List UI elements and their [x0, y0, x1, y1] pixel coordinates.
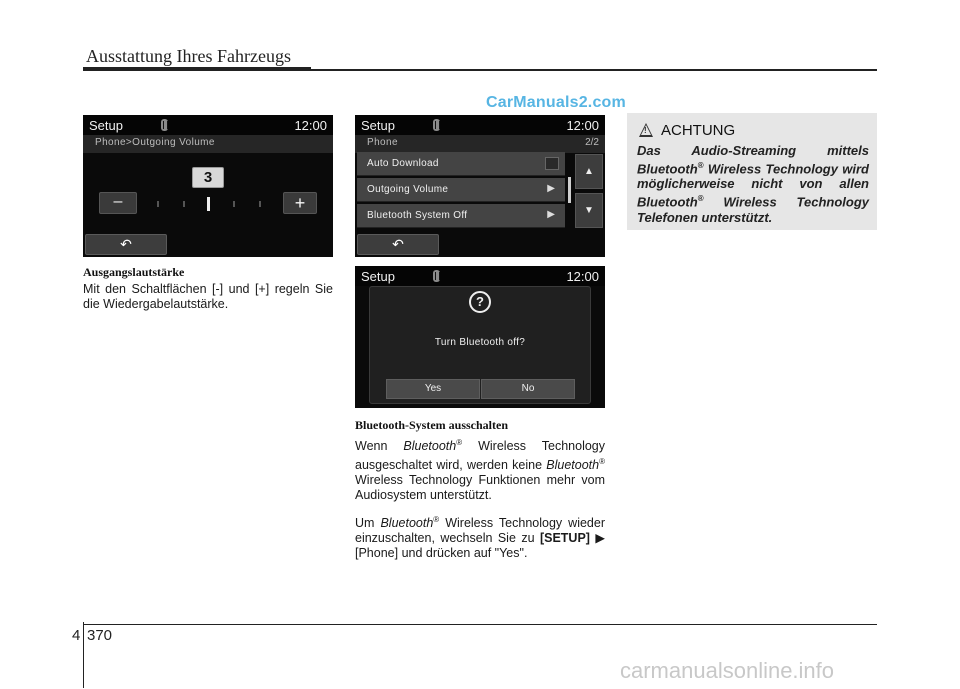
section-text-bluetooth-off-2 [355, 512, 605, 561]
auto-download-checkbox[interactable] [545, 157, 559, 170]
page-number: 370 [87, 627, 113, 644]
chevron-right-icon: ▶ [547, 209, 555, 220]
text: Um [355, 516, 375, 531]
chapter-number: 4 [72, 627, 81, 644]
yes-button[interactable]: Yes [386, 379, 480, 399]
page-header-title: Ausstattung Ihres Fahrzeugs [86, 46, 291, 66]
list-item-label: Outgoing Volume [367, 184, 449, 195]
text: Wireless Technology Funktionen mehr vom Audiosystem unterstützt. [355, 473, 605, 503]
text: [Phone] und drücken auf "Yes". [355, 546, 528, 561]
text: Wireless Technology Telefonen unterstützt. [637, 194, 869, 225]
chevron-right-icon: ▶ [547, 183, 555, 194]
section-heading-volume: Ausgangslautstärke [83, 265, 185, 279]
screen-bluetooth-off-dialog [355, 266, 605, 408]
screen-phone-settings [355, 115, 605, 257]
bluetooth-icon [433, 270, 440, 282]
screen-title: Setup [89, 118, 123, 133]
dialog-message: Turn Bluetooth off? [434, 337, 526, 348]
screen-clock: 12:00 [566, 269, 599, 284]
volume-plus-button[interactable]: + [283, 192, 317, 214]
volume-tick [157, 201, 159, 207]
screen-status-bar [83, 115, 333, 135]
registered-mark: ® [599, 457, 605, 467]
registered-mark: ® [456, 438, 463, 447]
back-button[interactable]: ↶ [85, 234, 167, 255]
screen-breadcrumb-bar [83, 135, 333, 153]
section-heading-bluetooth-off: Bluetooth-System ausschalten [355, 418, 509, 432]
text: Wenn [355, 439, 388, 454]
screen-outgoing-volume [83, 115, 333, 257]
list-item-auto-download[interactable] [357, 152, 565, 176]
text: Das Audio-Streaming mittels [637, 143, 869, 158]
screen-status-bar [355, 115, 605, 135]
footer-rule [83, 624, 877, 625]
section-text-bluetooth-off-1 [355, 435, 605, 503]
volume-tick [183, 201, 185, 207]
registered-mark: ® [697, 161, 704, 170]
volume-value-display: 3 [192, 167, 224, 188]
list-item-label: Bluetooth System Off [367, 210, 468, 221]
registered-mark: ® [697, 194, 704, 204]
scroll-up-button[interactable]: ▲ [575, 154, 603, 189]
caution-box [627, 113, 877, 230]
volume-tick [259, 201, 261, 207]
no-button[interactable]: No [481, 379, 575, 399]
section-text-volume: Mit den Schaltflächen [-] und [+] regeln Sie die Wiedergabelautstärke. [83, 282, 333, 311]
section-title: Phone [367, 137, 398, 148]
page-indicator: 2/2 [585, 137, 599, 148]
caution-title: ACHTUNG [661, 122, 736, 139]
bluetooth-icon [433, 119, 440, 131]
brand-text: Bluetooth [380, 516, 434, 531]
bluetooth-icon [161, 119, 168, 131]
screen-clock: 12:00 [294, 118, 327, 133]
brand-text: Bluetooth [403, 439, 457, 454]
brand-text: Bluetooth [637, 194, 698, 210]
list-item-label: Auto Download [367, 158, 439, 169]
text: Wireless Technology wieder einzuschalten, wechseln Sie zu [355, 516, 605, 546]
volume-minus-button[interactable]: – [99, 192, 137, 214]
confirm-dialog [369, 286, 591, 404]
screen-status-bar [355, 266, 605, 286]
screen-title: Setup [361, 269, 395, 284]
header-rule-thin [311, 69, 877, 71]
volume-tick [233, 201, 235, 207]
breadcrumb: Phone>Outgoing Volume [95, 137, 215, 148]
arrow-right-icon: ▶ [595, 531, 605, 546]
back-button[interactable]: ↶ [357, 234, 439, 255]
exclamation-mark: ! [644, 126, 647, 135]
screen-section-bar [355, 135, 605, 153]
setup-key-text: [SETUP] [539, 531, 590, 546]
list-item-outgoing-volume[interactable] [357, 178, 565, 202]
watermark-carmanualsonline: carmanualsonline.info [620, 658, 835, 683]
scroll-position-indicator [568, 177, 571, 203]
list-item-bluetooth-off[interactable] [357, 204, 565, 228]
registered-mark: ® [433, 515, 440, 524]
brand-text: Bluetooth [546, 458, 600, 473]
text: Wireless Technology ausgeschaltet wird, werden keine [355, 439, 605, 473]
watermark-carmanuals: CarManuals2.com [486, 94, 626, 111]
caution-text [637, 143, 869, 225]
text: Wireless Technology wird möglicherweise nicht von allen [637, 161, 869, 192]
screen-clock: 12:00 [566, 118, 599, 133]
header-rule-thick [83, 67, 311, 71]
footer-divider [83, 622, 84, 688]
question-icon: ? [469, 291, 491, 313]
volume-level-marker [207, 197, 210, 211]
brand-text: Bluetooth [637, 161, 698, 177]
screen-title: Setup [361, 118, 395, 133]
scroll-down-button[interactable]: ▼ [575, 193, 603, 228]
